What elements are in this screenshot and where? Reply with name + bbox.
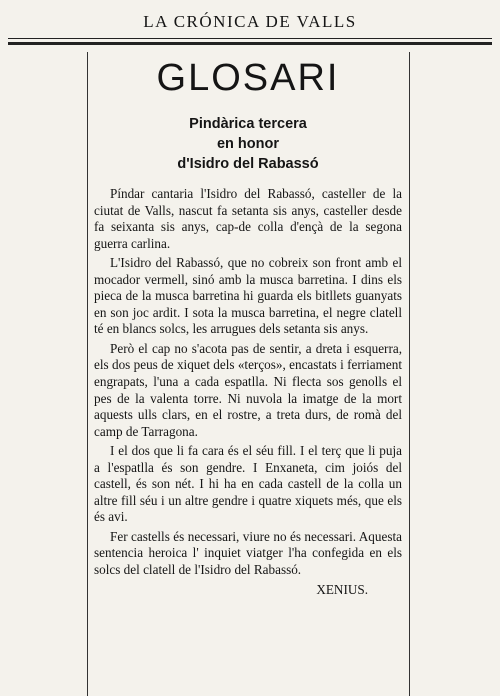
- paragraph: Però el cap no s'acota pas de sentir, a dreta i esquerra, els dos peus de xiquet dels «terços», encastats i ferriament engrapats, l'una a cada espatlla. Ni flecta sos genolls el pes de la valenta torre. Ni nuvola la imatge de la mort aquests ulls clars, en el rostre, a treta durs, de romà del camp de Tarragona.: [94, 340, 402, 439]
- masthead: LA CRÓNICA DE VALLS: [143, 12, 357, 31]
- column-border-right: [409, 52, 410, 696]
- subtitle-line: d'Isidro del Rabassó: [177, 156, 319, 172]
- column-border-left: [87, 52, 88, 696]
- paragraph: Fer castells és necessari, viure no és necessari. Aquesta sentencia heroica l' inquiet viatger l'ha confegida en els solcs del clatell de l'Isidro del Rabassó.: [94, 528, 402, 578]
- subtitle: [92, 114, 404, 174]
- masthead-rule-bottom: [8, 42, 492, 45]
- article-column: [92, 50, 404, 696]
- subtitle-line: Pindàrica tercera: [189, 116, 307, 132]
- paragraph: Píndar cantaria l'Isidro del Rabassó, casteller de la ciutat de Valls, nascut fa setanta sis anys, casteller desde fa seixanta sis anys, cap-de colla d'ençà de la segona guerra carlina.: [94, 186, 402, 251]
- article-body: [92, 186, 404, 579]
- signature: XENIUS.: [316, 581, 368, 597]
- paragraph: I el dos que li fa cara és el séu fill. I el terç que li puja a l'espatlla és son gendre. I Enxaneta, cim joiós del castell, és son nét. I hi ha en cada castell de la colla un altre fill séu i un altre gendre i quatre xiquets més, que els és avi.: [94, 443, 402, 525]
- masthead-rule-top: [8, 38, 492, 39]
- paragraph: L'Isidro del Rabassó, que no cobreix son front amb el mocador vermell, sinó amb la musca barretina. I dins els pieca de la musca barretina hi guarda els bitllets guanyats en son joc ardit. I sota la musca barretina, el negre clatell té en blancs solcs, les arrugues dels setanta sis anys.: [94, 255, 402, 337]
- subtitle-line: en honor: [216, 136, 280, 152]
- headline: GLOSARI: [156, 57, 340, 99]
